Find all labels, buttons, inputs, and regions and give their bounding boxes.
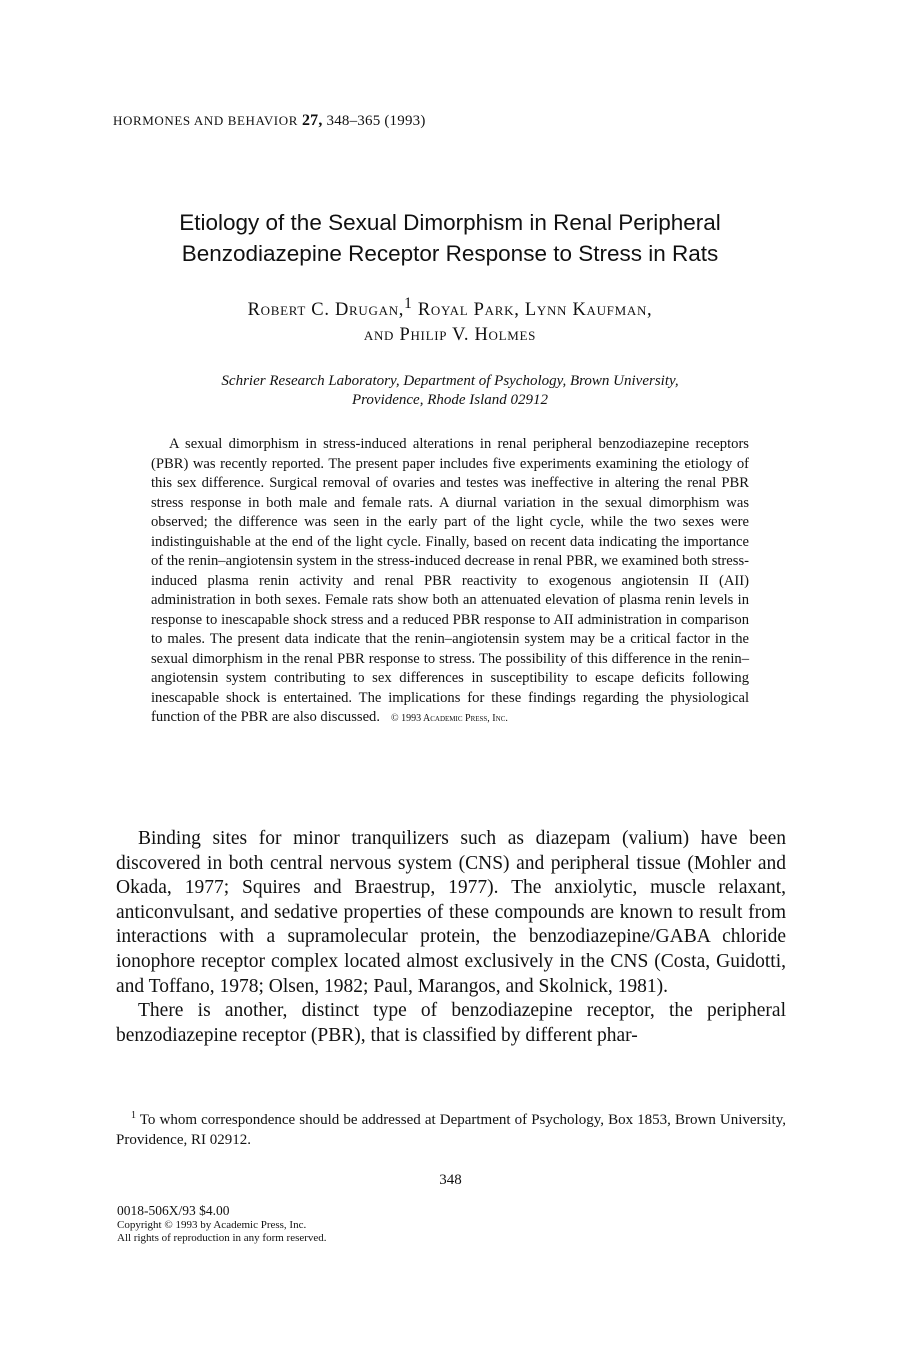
author-footnote-mark: 1 [404, 294, 413, 312]
author-drugan: Robert C. Drugan, [247, 300, 405, 320]
journal-name: HORMONES AND BEHAVIOR [113, 113, 298, 128]
abstract-copyright: © 1993 Academic Press, Inc. [390, 713, 508, 724]
author-list [120, 294, 780, 348]
journal-pages-year: 348–365 (1993) [322, 113, 426, 129]
title-line-1: Etiology of the Sexual Dimorphism in Renal Peripheral [179, 210, 721, 235]
rights-statement: All rights of reproduction in any form reserved. [117, 1231, 327, 1244]
title-line-2: Benzodiazepine Receptor Response to Stress in Rats [181, 241, 719, 266]
journal-volume: 27, [301, 112, 323, 129]
article-title [120, 207, 780, 269]
affiliation-line-1: Schrier Research Laboratory, Department of Psychology, Brown University, [221, 373, 679, 389]
running-header [113, 112, 426, 130]
footnote [116, 1110, 786, 1150]
abstract-text: A sexual dimorphism in stress-induced alterations in renal peripheral benzodiazepine receptors (PBR) was recently reported. The present paper includes five experiments examining the etiology of this sex difference. Surgical removal of ovaries and testes was ineffective in altering the renal PBR stress response in both male and female rats. A diurnal variation in the sexual dimorphism was observed; the difference was seen in the early part of the light cycle, while the two sexes were indistinguishable at the end of the light cycle. Finally, based on recent data indicating the importance of the renin–angiotensin system in the stress-induced decrease in renal PBR, we examined both stress-induced plasma renin activity and renal PBR reactivity to exogenous angiotensin II (AII) administration in both sexes. Female rats show both an attenuated elevation of plasma renin levels in response to inescapable shock stress and a reduced PBR response to AII administration in comparison to males. The present data indicate that the renin–angiotensin system may be a critical factor in the sexual dimorphism in the renal PBR response to stress. The possibility of this difference in the renin–angiotensin system contributing to sex differences in susceptibility to escape deficits following inescapable shock is entertained. The implications for these findings regarding the physiological function of the PBR are also discussed. [151, 436, 749, 725]
affiliation [140, 372, 760, 410]
body-paragraph-2: There is another, distinct type of benzodiazepine receptor, the peripheral benzodiazepine receptor (PBR), that is classified by different phar- [116, 1000, 786, 1046]
body-text [116, 827, 786, 1048]
body-paragraph-1: Binding sites for minor tranquilizers such as diazepam (valium) have been discovered in both central nervous system (CNS) and peripheral tissue (Mohler and Okada, 1977; Squires and Braestrup, 1977). The anxiolytic, muscle relaxant, anticonvulsant, and sedative properties of these compounds are known to result from interactions with a supramolecular protein, the benzodiazepine/GABA chloride ionophore receptor complex located almost exclusively in the CNS (Costa, Guidotti, and Toffano, 1978; Olsen, 1982; Paul, Marangos, and Skolnick, 1981). [116, 828, 786, 997]
footnote-text: To whom correspondence should be addressed at Department of Psychology, Box 1853, Brown University, Providence, RI 02912. [116, 1112, 786, 1148]
footnote-mark: 1 [131, 1110, 136, 1121]
publisher-copyright: Copyright © 1993 by Academic Press, Inc. [117, 1219, 307, 1231]
authors-line-2: and Philip V. Holmes [363, 325, 537, 345]
abstract [151, 435, 749, 729]
authors-line-1 [120, 294, 780, 323]
publication-info [117, 1203, 327, 1244]
page-number: 348 [439, 1172, 462, 1188]
issn-price: 0018-506X/93 $4.00 [117, 1203, 230, 1218]
authors-remaining: Royal Park, Lynn Kaufman, [412, 300, 653, 320]
affiliation-line-2: Providence, Rhode Island 02912 [351, 392, 549, 408]
